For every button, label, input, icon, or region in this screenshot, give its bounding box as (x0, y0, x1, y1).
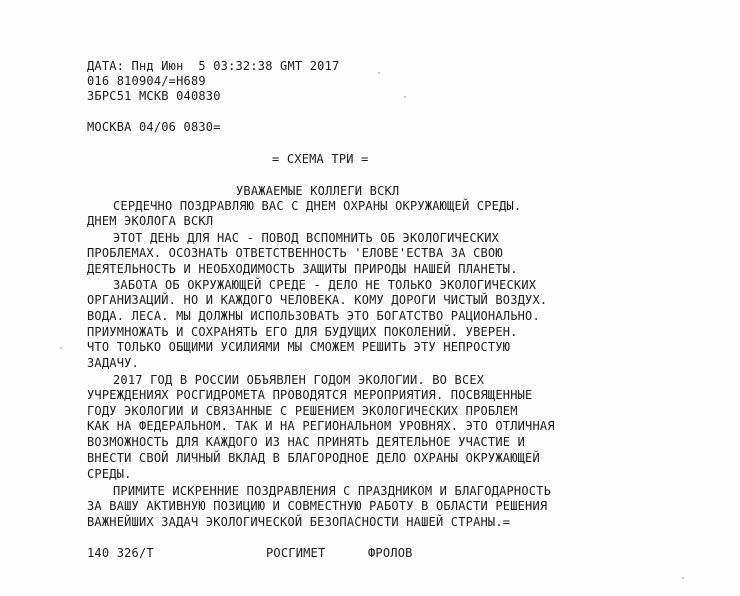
body-line: ДЕЯТЕЛЬНОСТЬ И НЕОБХОДИМОСТЬ ЗАЩИТЫ ПРИРОДЫ НАШЕЙ ПЛАНЕТЫ. (87, 262, 518, 276)
body-line: ДНЕМ ЭКОЛОГА ВСКЛ (87, 214, 214, 228)
date-line: ДАТА: Пнд Июн 5 03:32:38 GMT 2017 (87, 59, 340, 73)
scan-speck (60, 347, 62, 349)
body-line: УЧРЕЖДЕНИЯХ РОСГИДРОМЕТА ПРОВОДЯТСЯ МЕРОПРИЯТИЯ. ПОСВЯЩЕННЫЕ (87, 388, 533, 402)
body-line: ЧТО ТОЛЬКО ОБЩИМИ УСИЛИЯМИ МЫ СМОЖЕМ РЕШИТЬ ЭТУ НЕПРОСТУЮ (87, 340, 511, 354)
body-line: СЕРДЕЧНО ПОЗДРАВЛЯЮ ВАС С ДНЕМ ОХРАНЫ ОКРУЖАЮЩЕЙ СРЕДЫ. (113, 199, 522, 213)
body-line: ЗАДАЧУ. (87, 356, 139, 370)
body-line: ВАЖНЕЙШИХ ЗАДАЧ ЭКОЛОГИЧЕСКОЙ БЕЗОПАСНОСТИ НАШЕЙ СТРАНЫ.= (87, 515, 511, 529)
scheme-title: = СХЕМА ТРИ = (272, 152, 369, 166)
scan-speck (682, 577, 684, 579)
body-line: ВОЗМОЖНОСТЬ ДЛЯ КАЖДОГО ИЗ НАС ПРИНЯТЬ ДЕЯТЕЛЬНОЕ УЧАСТИЕ И (87, 435, 526, 449)
body-line: КАК НА ФЕДЕРАЛЬНОМ. ТАК И НА РЕГИОНАЛЬНОМ УРОВНЯХ. ЭТО ОТЛИЧНАЯ (87, 419, 555, 433)
route-line: ЗБРС51 МСКВ 040830 (87, 89, 221, 103)
body-line: ЗА ВАШУ АКТИВНУЮ ПОЗИЦИЮ И СОВМЕСТНУЮ РАБОТУ В ОБЛАСТИ РЕШЕНИЯ (87, 499, 548, 513)
footer-number: 140 326/Т (87, 546, 154, 560)
body-line: ПРИМИТЕ ИСКРЕННИЕ ПОЗДРАВЛЕНИЯ С ПРАЗДНИКОМ И БЛАГОДАРНОСТЬ (113, 484, 552, 498)
body-line: СРЕДЫ. (87, 467, 132, 481)
body-line: ВОДА. ЛЕСА. МЫ ДОЛЖНЫ ИСПОЛЬЗОВАТЬ ЭТО БОГАТСТВО РАЦИОНАЛЬНО. (87, 309, 540, 323)
body-line: 2017 ГОД В РОССИИ ОБЪЯВЛЕН ГОДОМ ЭКОЛОГИИ. ВО ВСЕХ (113, 373, 485, 387)
scan-speck (378, 72, 380, 74)
body-line: ПРИУМНОЖАТЬ И СОХРАНЯТЬ ЕГО ДЛЯ БУДУЩИХ ПОКОЛЕНИЙ. УВЕРЕН. (87, 325, 518, 339)
body-line: ЗАБОТА ОБ ОКРУЖАЮЩЕЙ СРЕДЕ - ДЕЛО НЕ ТОЛЬКО ЭКОЛОГИЧЕСКИХ (113, 278, 537, 292)
body-line: ВНЕСТИ СВОЙ ЛИЧНЫЙ ВКЛАД В БЛАГОРОДНОЕ ДЕЛО ОХРАНЫ ОКРУЖАЮЩЕЙ (87, 451, 540, 465)
body-line: ПРОБЛЕМАХ. ОСОЗНАТЬ ОТВЕТСТВЕННОСТЬ 'ЕЛОВЕ'ЕСТВА ЗА СВОЮ (87, 246, 503, 260)
scan-speck (404, 96, 406, 98)
footer-signature: ФРОЛОВ (368, 546, 413, 560)
origin-line: МОСКВА 04/06 0830= (87, 120, 221, 134)
body-line: ОРГАНИЗАЦИЙ. НО И КАЖДОГО ЧЕЛОВЕКА. КОМУ ДОРОГИ ЧИСТЫЙ ВОЗДУХ. (87, 293, 548, 307)
salutation: УВАЖАЕМЫЕ КОЛЛЕГИ ВСКЛ (236, 184, 400, 198)
body-line: ГОДУ ЭКОЛОГИИ И СВЯЗАННЫЕ С РЕШЕНИЕМ ЭКОЛОГИЧЕСКИХ ПРОБЛЕМ (87, 404, 518, 418)
code-line: 016 810904/=Н689 (87, 74, 206, 88)
body-line: ЭТОТ ДЕНЬ ДЛЯ НАС - ПОВОД ВСПОМНИТЬ ОБ ЭКОЛОГИЧЕСКИХ (113, 231, 500, 245)
footer-org: РОСГИМЕТ (266, 546, 326, 560)
